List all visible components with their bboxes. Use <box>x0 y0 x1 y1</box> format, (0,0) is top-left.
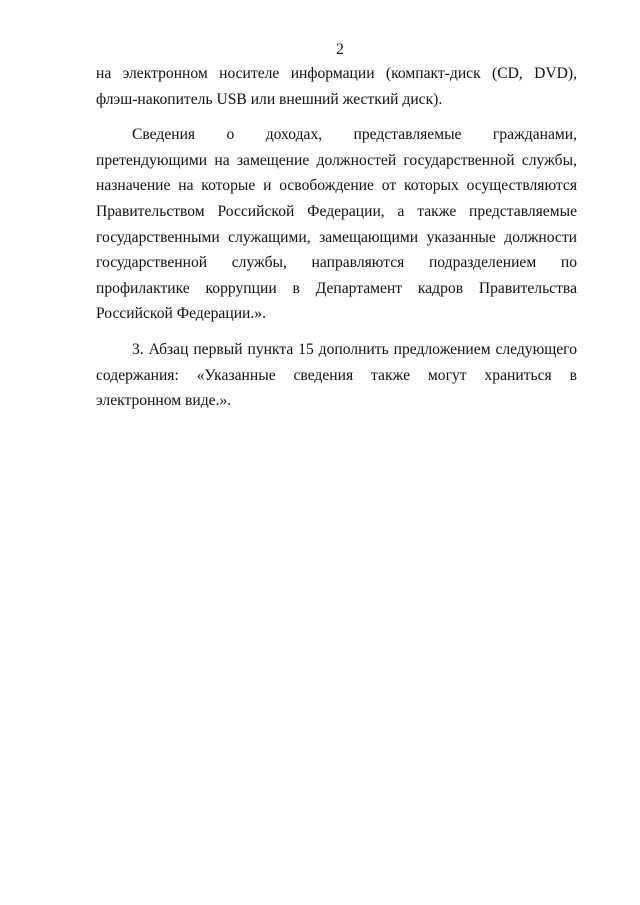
paragraph-continuation: на электронном носителе информации (компакт-диск (CD, DVD), флэш-накопитель USB или внешний жесткий диск). <box>96 65 577 108</box>
paragraph-income-information: Сведения о доходах, представляемые гражданами, претендующими на замещение должностей государственной службы, назначение на которые и освобождение от которых осуществляются Правительством Российской Федерации, а также представляемые государственными служащими, замещающими указанные должности государственной службы, направляются подразделением по профилактике коррупции в Департамент кадров Правительства Российской Федерации.». <box>96 126 577 323</box>
page-number: 2 <box>336 41 344 58</box>
paragraph-amendment-item-3: 3. Абзац первый пункта 15 дополнить предложением следующего содержания: «Указанные сведения также могут храниться в электронном виде.». <box>96 340 577 410</box>
document-body <box>96 61 577 414</box>
